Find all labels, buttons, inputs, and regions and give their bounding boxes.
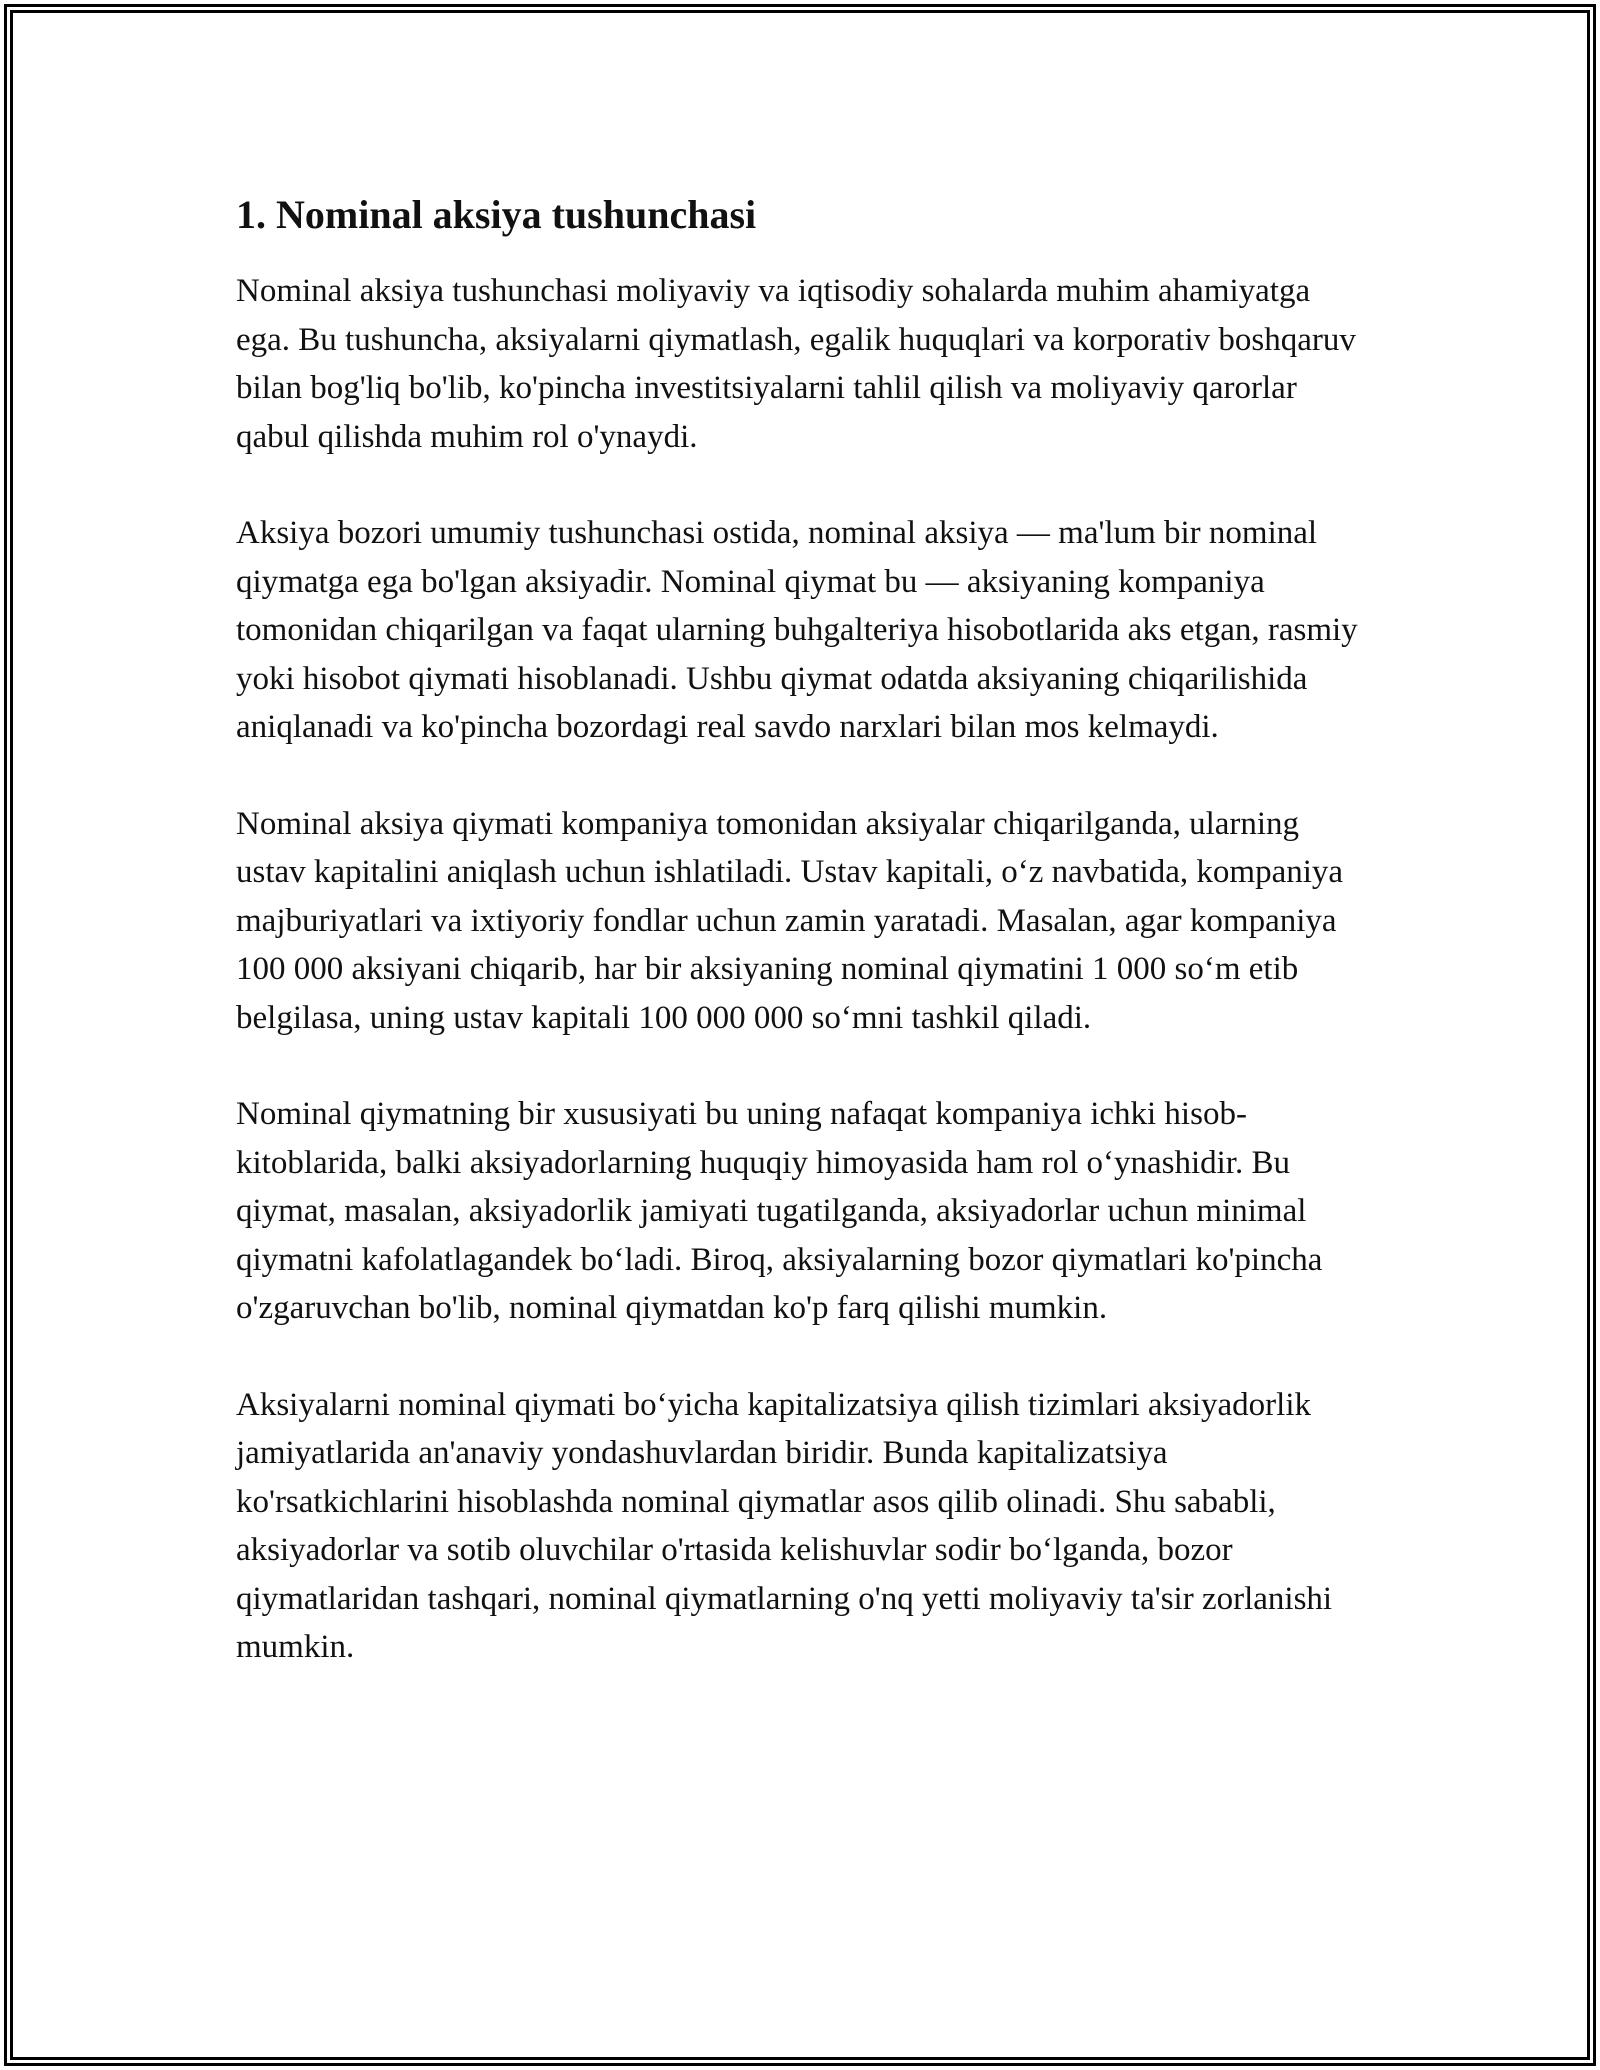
paragraph-3: Nominal aksiya qiymati kompaniya tomonidan aksiyalar chiqarilganda, ularning ustav kapitalini aniqlash uchun ishlatiladi. Ustav kapitali, o‘z navbatida, kompaniya majburiyatlari va ixtiyoriy fondlar uchun zamin yaratadi. Masalan, agar kompaniya 100 000 aksiyani chiqarib, har bir aksiyaning nominal qiymatini 1 000 so‘m etib belgilasa, uning ustav kapitali 100 000 000 so‘mni tashkil qiladi. <box>236 805 1344 1036</box>
paragraph-2: Aksiya bozori umumiy tushunchasi ostida, nominal aksiya — ma'lum bir nominal qiymatga ega bo'lgan aksiyadir. Nominal qiymat bu — aksiyaning kompaniya tomonidan chiqarilgan va faqat ularning buhgalteriya hisobotlarida aks etgan, rasmiy yoki hisobot qiymati hisoblanadi. Ushbu qiymat odatda aksiyaning chiqarilishida aniqlanadi va ko'pincha bozordagi real savdo narxlari bilan mos kelmaydi. <box>236 515 1358 745</box>
section-title: 1. Nominal aksiya tushunchasi <box>236 192 757 237</box>
document-body <box>236 185 1366 1720</box>
paragraph-1: Nominal aksiya tushunchasi moliyaviy va iqtisodiy sohalarda muhim ahamiyatga ega. Bu tushuncha, aksiyalarni qiymatlash, egalik huquqlari va korporativ boshqaruv bilan bog'liq bo'lib, ko'pincha investitsiyalarni tahlil qilish va moliyaviy qarorlar qabul qilishda muhim rol o'ynaydi. <box>236 273 1356 455</box>
paragraph-4: Nominal qiymatning bir xususiyati bu uning nafaqat kompaniya ichki hisob-kitoblarida, balki aksiyadorlarning huquqiy himoyasida ham rol o‘ynashidir. Bu qiymat, masalan, aksiyadorlik jamiyati tugatilganda, aksiyadorlar uchun minimal qiymatni kafolatlagandek bo‘ladi. Biroq, aksiyalarning bozor qiymatlari ko'pincha o'zgaruvchan bo'lib, nominal qiymatdan ko'p farq qilishi mumkin. <box>236 1096 1323 1326</box>
paragraph-5: Aksiyalarni nominal qiymati bo‘yicha kapitalizatsiya qilish tizimlari aksiyadorlik jamiyatlarida an'anaviy yondashuvlardan biridir. Bunda kapitalizatsiya ko'rsatkichlarini hisoblashda nominal qiymatlar asos qilib olinadi. Shu sababli, aksiyadorlar va sotib oluvchilar o'rtasida kelishuvlar sodir bo‘lganda, bozor qiymatlaridan tashqari, nominal qiymatlarning o'nq yetti moliyaviy ta'sir zorlanishi mumkin. <box>236 1386 1333 1665</box>
